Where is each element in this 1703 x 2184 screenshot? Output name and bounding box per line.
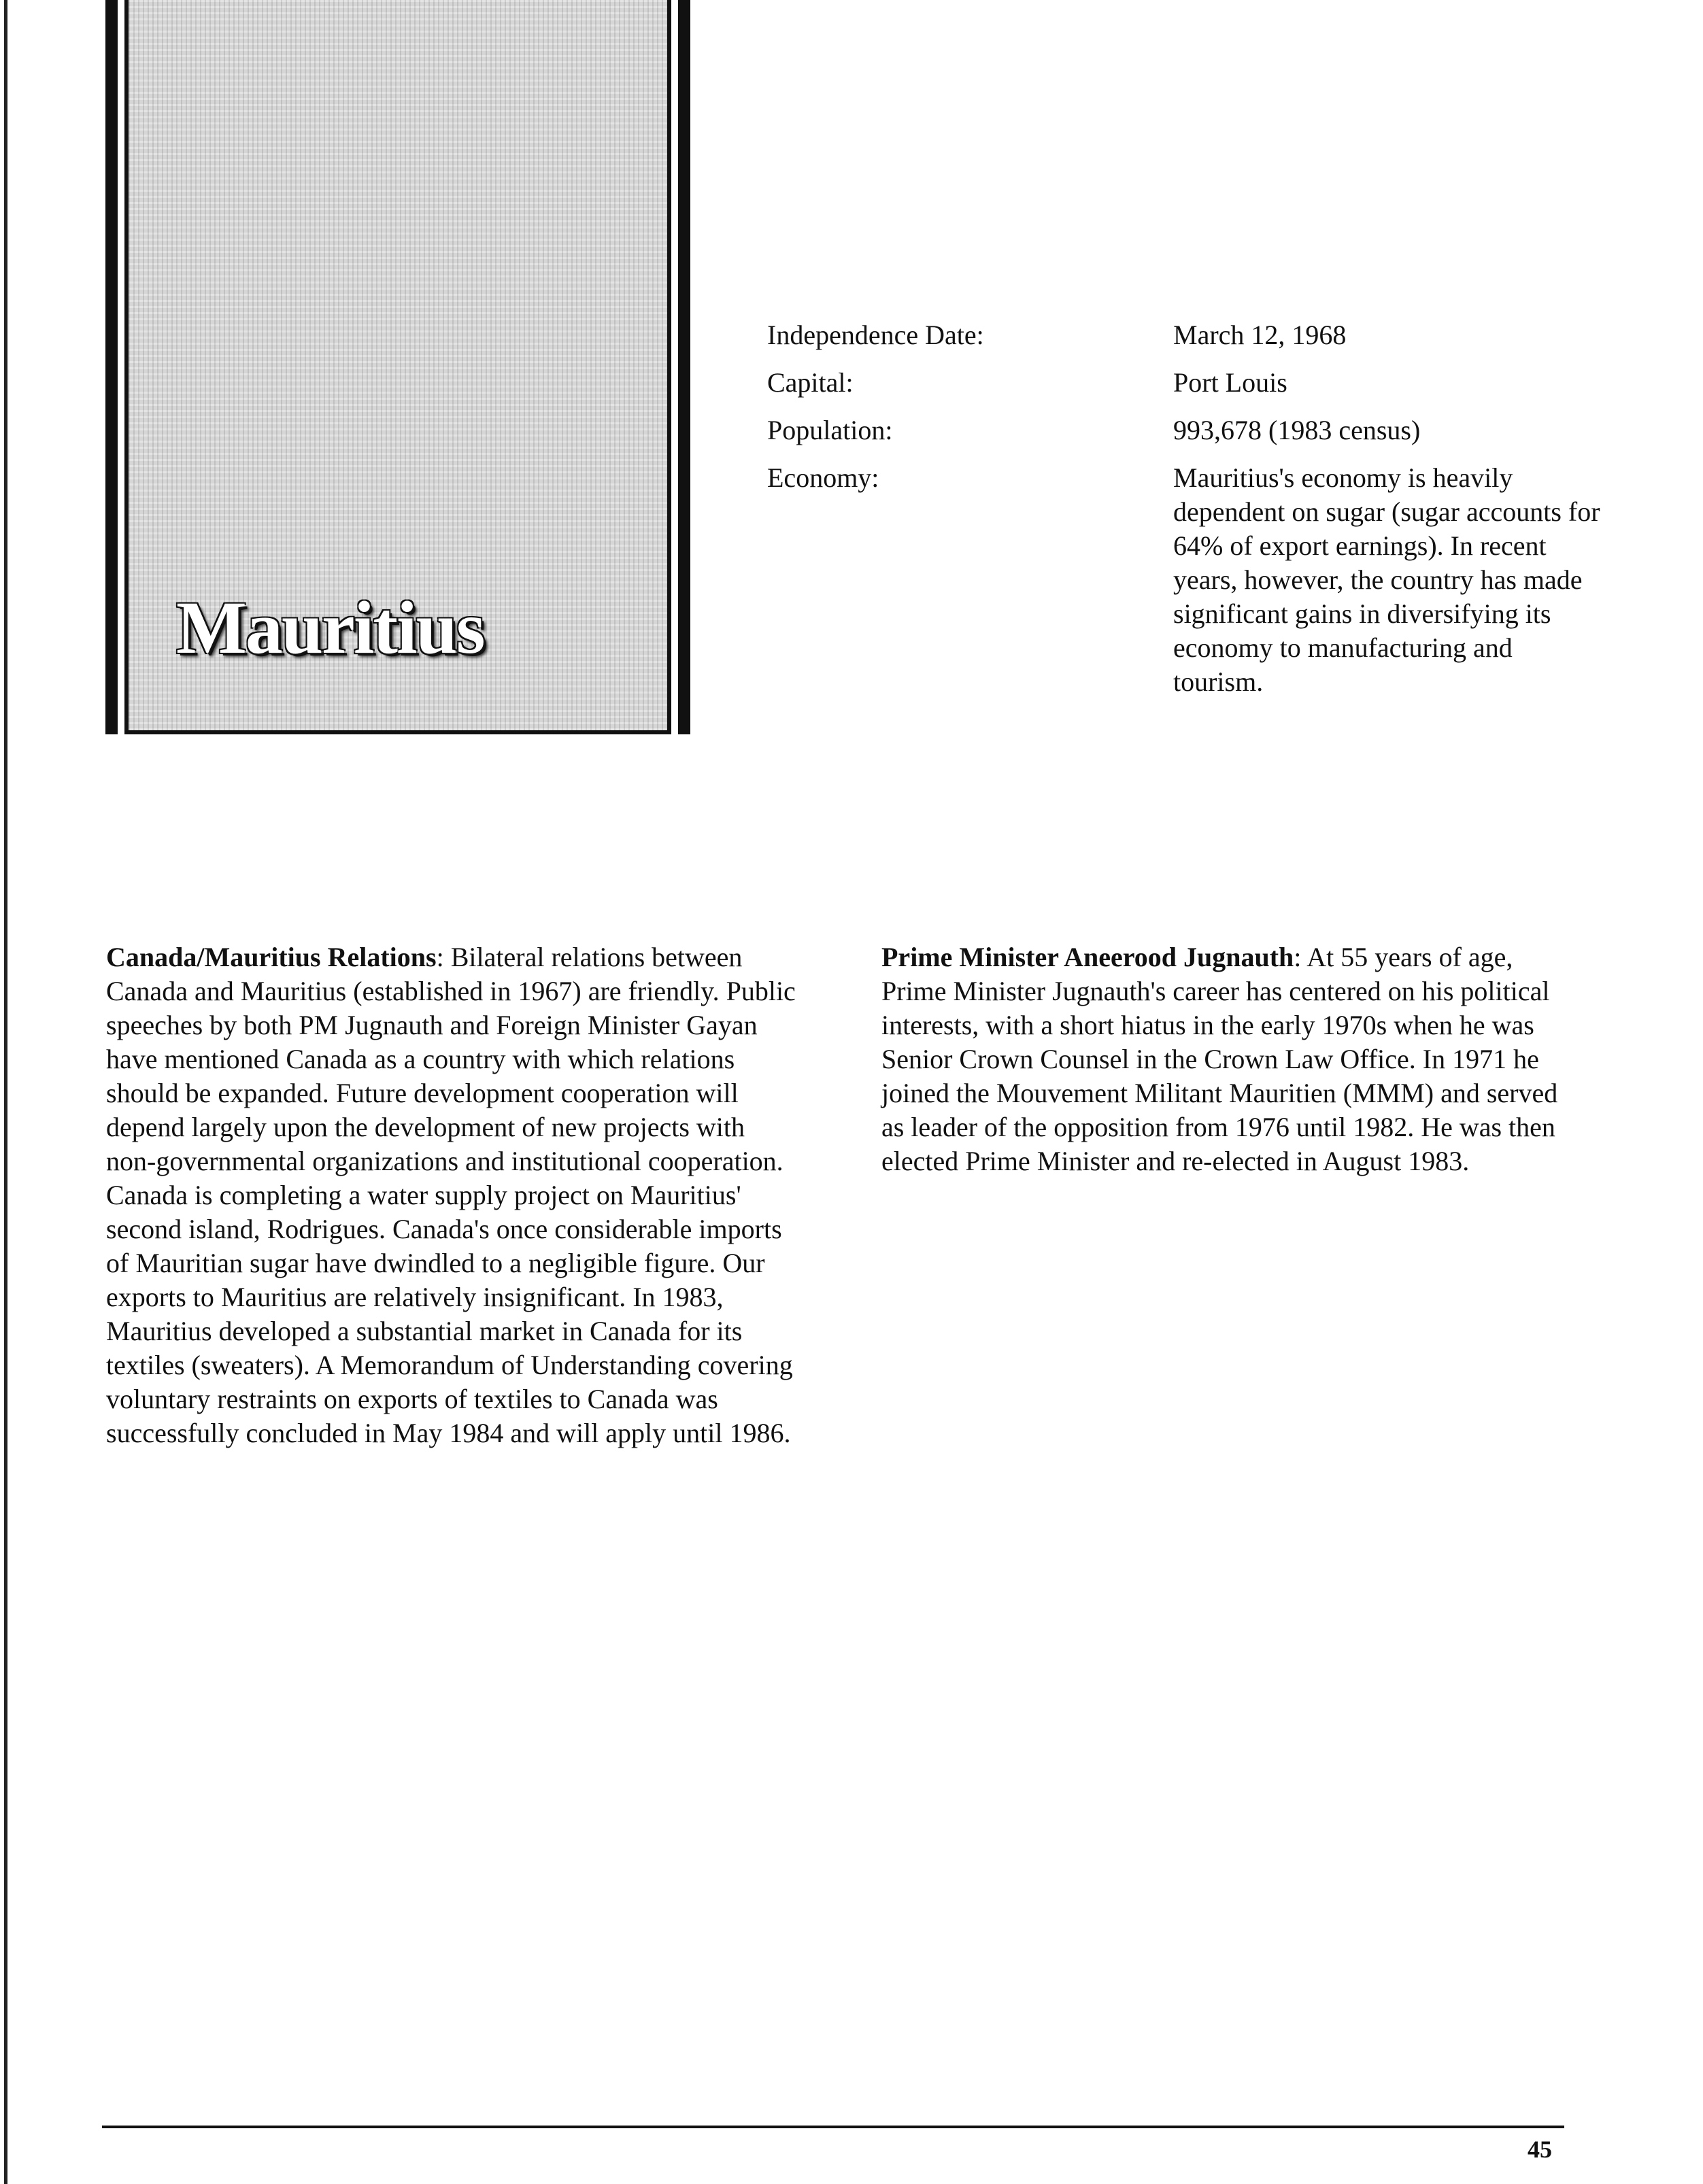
fact-label: Population: <box>767 415 893 445</box>
country-facts <box>767 318 1665 713</box>
title-panel-texture <box>124 0 671 734</box>
fact-value: March 12, 1968 <box>1173 320 1347 350</box>
prime-minister-heading: Prime Minister Aneerood Jugnauth <box>881 942 1294 972</box>
fact-label: Capital: <box>767 367 854 398</box>
fact-label: Independence Date: <box>767 320 984 350</box>
fact-value: Port Louis <box>1173 367 1287 398</box>
page-number: 45 <box>1528 2136 1552 2163</box>
prime-minister-section <box>881 940 1575 1178</box>
footer-rule <box>102 2126 1564 2128</box>
relations-heading: Canada/Mauritius Relations <box>106 942 437 972</box>
fact-row-independence <box>767 318 1665 352</box>
relations-section <box>106 940 800 1450</box>
fact-value: 993,678 (1983 census) <box>1173 415 1421 445</box>
fact-value: Mauritius's economy is heavily dependent on sugar (sugar accounts for 64% of export earnings). In recent years, however, the country has made significant gains in diversifying its economy to manufacturing and tourism. <box>1173 462 1600 697</box>
prime-minister-body: : At 55 years of age, Prime Minister Jugnauth's career has centered on his political interests, with a short hiatus in the early 1970s when he was Senior Crown Counsel in the Crown Law Office. In 1971 he joined the Mouvement Militant Mauritien (MMM) and served as leader of the opposition from 1976 until 1982. He was then elected Prime Minister and re-elected in August 1983. <box>881 942 1558 1176</box>
fact-row-economy <box>767 461 1665 699</box>
fact-label: Economy: <box>767 462 879 493</box>
fact-row-population <box>767 413 1665 447</box>
country-title: Mauritius <box>176 586 484 669</box>
fact-row-capital <box>767 366 1665 400</box>
binding-edge-line <box>4 0 7 2184</box>
relations-body: : Bilateral relations between Canada and Mauritius (established in 1967) are friendly. Public speeches by both PM Jugnauth and Foreign Minister Gayan have mentioned Canada as a country with which relations should be expanded. Future development cooperation will depend largely upon the development of new projects with non-governmental organizations and institutional cooperation. Canada is completing a water supply project on Mauritius' second island, Rodrigues. Canada's once considerable imports of Mauritian sugar have dwindled to a negligible figure. Our exports to Mauritius are relatively insignificant. In 1983, Mauritius developed a substantial market in Canada for its textiles (sweaters). A Memorandum of Understanding covering voluntary restraints on exports of textiles to Canada was successfully concluded in May 1984 and will apply until 1986. <box>106 942 796 1448</box>
title-panel <box>105 0 690 734</box>
